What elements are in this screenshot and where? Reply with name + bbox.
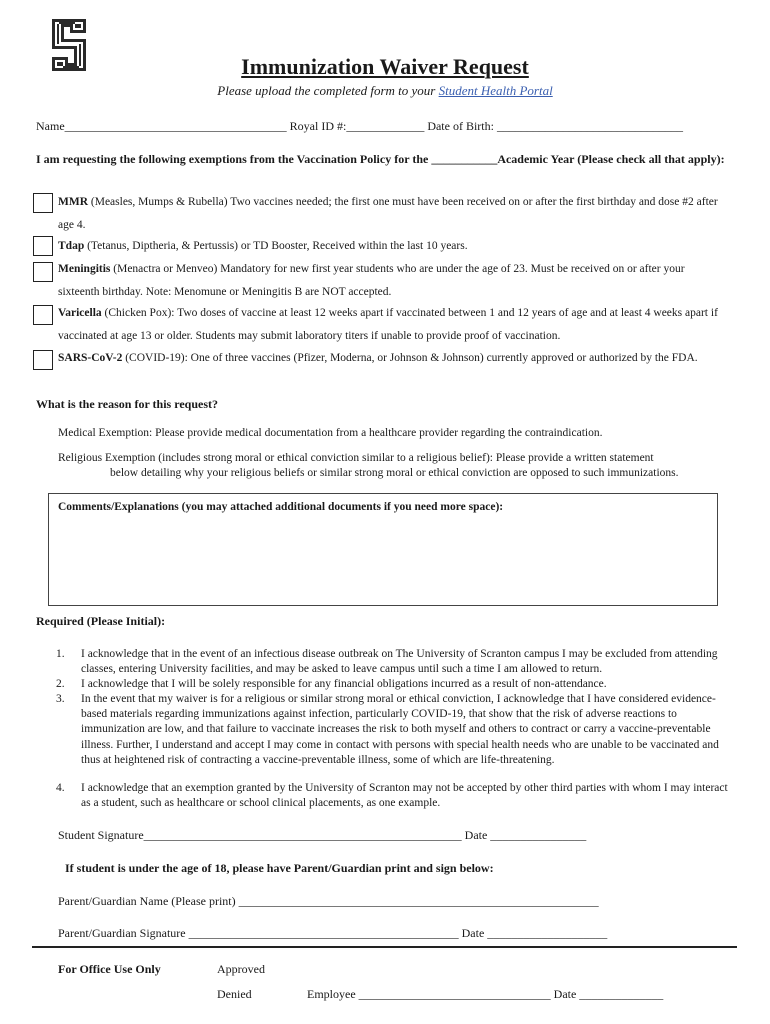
ack-text: I acknowledge that an exemption granted by the University of Scranton may not be accepted by other third parties with whom I may interact as a student, such as healthcare or school clinical placements, as one example. xyxy=(81,782,728,810)
varicella-checkbox[interactable] xyxy=(33,305,53,325)
office-divider xyxy=(32,946,737,948)
required-label: Required (Please Initial): xyxy=(36,614,166,628)
sars-cov-2-checkbox[interactable] xyxy=(33,350,53,370)
vaccine-description: (COVID-19): One of three vaccines (Pfizer, Moderna, or Johnson & Johnson) currently approved or authorized by the FDA. xyxy=(122,352,698,364)
vaccine-name: SARS-CoV-2 xyxy=(58,352,123,364)
ack-number: 2. xyxy=(56,678,65,690)
ack-text: In the event that my waiver is for a religious or similar strong moral or ethical conviction, I acknowledge that I have considered evidence-based materials regarding immunizations against infection, particularly COVID-19, that show that the risk of adverse reactions to immunization are low, and that failure to vaccinate increases the risk to both myself and others to contract or carry a vaccine-preventable illness. Further, I understand and accept I may come in contact with persons with special health needs who are unable to be vaccinated and thus at heightened risk of contracting a vaccine-preventable illness, some of which are life-threatening. xyxy=(81,693,719,766)
ack-text: I acknowledge that I will be solely responsible for any financial obligations incurred as a result of non-attendance. xyxy=(81,678,607,690)
vaccine-name: Meningitis xyxy=(58,263,111,275)
acknowledgement-4 xyxy=(56,781,736,811)
vaccine-description: (Chicken Pox): Two doses of vaccine at least 12 weeks apart if vaccinated between 1 and 12 years of age and at least 4 weeks apart if vaccinated at age 13 or older. Students may submit laboratory titers if unable to provide proof of vaccination. xyxy=(58,307,718,342)
mmr-item xyxy=(58,191,728,236)
ack-text: I acknowledge that in the event of an infectious disease outbreak on The University of Scranton campus I may be excluded from attending classes, entering University facilities, and may be asked to leave campus until such a time I am allowed to return. xyxy=(81,648,718,676)
student-signature-line[interactable]: Student Signature_____________________________________________________ Date ________________ xyxy=(58,828,587,842)
vaccine-name: MMR xyxy=(58,196,89,208)
sars-cov-2-item xyxy=(58,347,728,370)
reason-question: What is the reason for this request? xyxy=(36,397,219,411)
vaccine-description: (Menactra or Menveo) Mandatory for new first year students who are under the age of 23. Must be received on or after your sixteenth birthday. Note: Menomune or Meningitis B are NOT accepted. xyxy=(58,263,685,298)
approved-option[interactable]: Approved xyxy=(217,962,265,976)
student-info-line[interactable]: Name_____________________________________ Royal ID #:_____________ Date of Birth: _______________________________ xyxy=(36,119,683,133)
vaccine-name: Varicella xyxy=(58,307,102,319)
employee-line[interactable]: Employee ________________________________ Date ______________ xyxy=(307,987,664,1001)
mmr-checkbox[interactable] xyxy=(33,193,53,213)
comments-box[interactable] xyxy=(48,493,718,606)
ack-number: 1. xyxy=(56,648,65,660)
acknowledgement-1 xyxy=(56,647,736,677)
vaccine-description: (Measles, Mumps & Rubella) Two vaccines needed; the first one must have been received on or after the first birthday and dose #2 after age 4. xyxy=(58,196,718,231)
form-subtitle xyxy=(0,83,770,99)
student-health-portal-link[interactable]: Student Health Portal xyxy=(438,83,553,98)
denied-option[interactable]: Denied xyxy=(217,987,252,1001)
office-use-label: For Office Use Only xyxy=(58,962,161,976)
medical-exemption-text: Medical Exemption: Please provide medical documentation from a healthcare provider regarding the contraindication. xyxy=(58,427,603,439)
vaccine-description: (Tetanus, Diptheria, & Pertussis) or TD Booster, Received within the last 10 years. xyxy=(84,240,468,252)
meningitis-checkbox[interactable] xyxy=(33,262,53,282)
ack-number: 3. xyxy=(56,693,65,705)
tdap-item xyxy=(58,235,728,258)
religious-exemption-text: Religious Exemption (includes strong moral or ethical conviction similar to a religious belief): Please provide a written statement xyxy=(58,452,654,464)
acknowledgement-2 xyxy=(56,677,736,692)
acknowledgement-3 xyxy=(56,692,736,768)
religious-exemption-text-cont: below detailing why your religious beliefs or similar strong moral or ethical conviction are opposed to such immunizations. xyxy=(110,467,679,479)
guardian-intro: If student is under the age of 18, please have Parent/Guardian print and sign below: xyxy=(65,861,494,875)
comments-label: Comments/Explanations (you may attached additional documents if you need more space): xyxy=(58,501,504,513)
exemption-intro: I am requesting the following exemptions from the Vaccination Policy for the ___________Academic Year (Please check all that apply): xyxy=(36,152,725,166)
guardian-signature-line[interactable]: Parent/Guardian Signature _____________________________________________ Date ____________________ xyxy=(58,926,608,940)
varicella-item xyxy=(58,302,728,347)
guardian-name-line[interactable]: Parent/Guardian Name (Please print) ____________________________________________________________ xyxy=(58,894,599,908)
tdap-checkbox[interactable] xyxy=(33,236,53,256)
meningitis-item xyxy=(58,258,728,303)
vaccine-name: Tdap xyxy=(58,240,85,252)
ack-number: 4. xyxy=(56,782,65,794)
form-title: Immunization Waiver Request xyxy=(241,54,529,79)
subtitle-text: Please upload the completed form to your xyxy=(217,83,439,98)
